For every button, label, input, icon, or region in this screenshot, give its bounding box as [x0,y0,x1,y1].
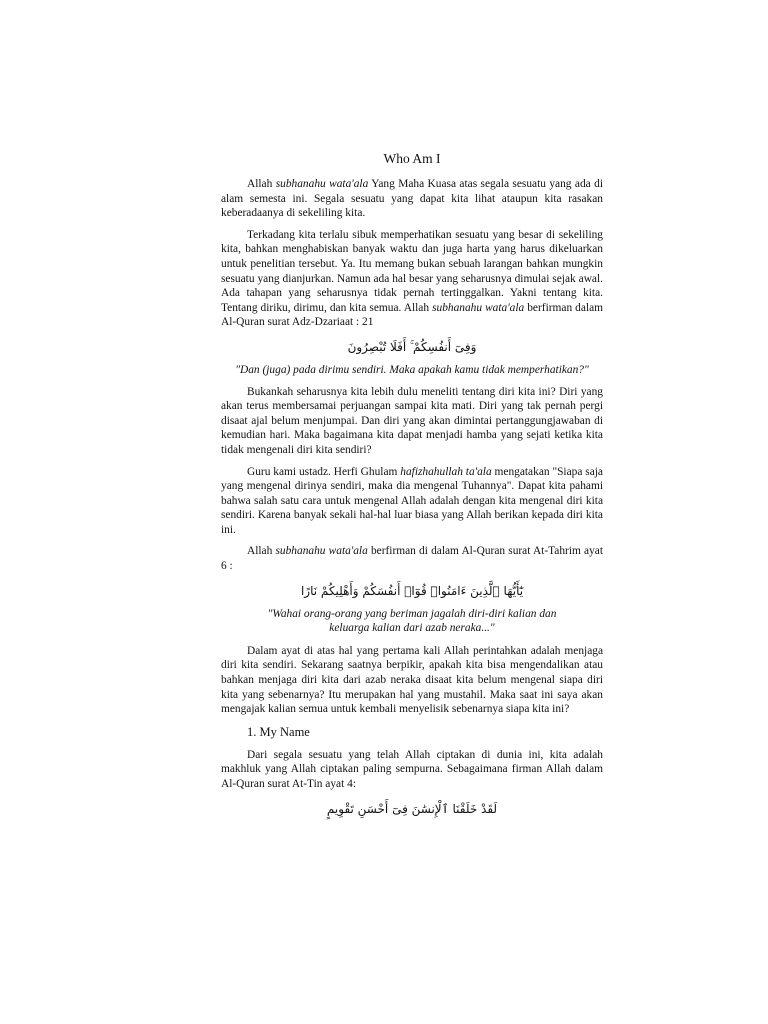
arabic-verse-adz-dzariaat: وَفِىٓ أَنفُسِكُمْ ۚ أَفَلَا تُبْصِرُونَ [347,339,477,354]
paragraph-teacher-quote: Guru kami ustadz. Herfi Ghulam hafizhahullah ta'ala mengatakan "Siapa saja yang mengenal dirinya sendiri, maka dia mengenal Tuhannya". Dapat kita pahami bahwa salah satu cara untuk mengenal Allah adalah dengan kita mengenal diri kita sendiri. Karena banyak sekali hal-hal luar biasa yang Allah berikan kepada diri kita ini. [221,465,603,536]
arabic-verse-at-tahrim: يَٰٓأَيُّهَا ٱلَّذِينَ ءَامَنُوا۟ قُوٓا۟ أَنفُسَكُمْ وَأَهْلِيكُمْ نَارًا [300,583,524,598]
paragraph-intro: Allah subhanahu wata'ala Yang Maha Kuasa atas segala sesuatu yang ada di alam semesta ini. Segala sesuatu yang dapat kita lihat ataupun kita rasakan keberadaanya di sekeliling kita. [221,178,603,220]
section-heading-my-name: 1. My Name [247,724,310,739]
paragraph-perfect-creation: Dari segala sesuatu yang telah Allah ciptakan di dunia ini, kita adalah makhluk yang Allah ciptakan paling sempurna. Sebagaimana firman Allah dalam Al-Quran surat At-Tin ayat 4: [221,748,603,790]
document-title: Who Am I [383,151,441,166]
arabic-verse-at-tin: لَقَدْ خَلَقْنَا ٱلْإِنسَٰنَ فِىٓ أَحْسَنِ تَقْوِيمٍ [326,801,498,816]
translation-adz-dzariaat: "Dan (juga) pada dirimu sendiri. Maka apakah kamu tidak memperhatikan?" [235,363,589,376]
document-page [221,150,603,825]
paragraph-question: Bukankah seharusnya kita lebih dulu meneliti tentang diri kita ini? Diri yang akan terus membersamai perjuangan sampai kita mati. Diri yang tak pernah pergi disaat ajal belum menjumpai. Dan diri yang akan dimintai pertanggungjawaban di kemudian hari. Maka bagaimana kita dapat menjadi hamba yang sejati ketika kita tidak mengenali diri kita sendiri? [221,385,603,456]
paragraph-guarding-self: Dalam ayat di atas hal yang pertama kali Allah perintahkan adalah menjaga diri kita sendiri. Sekarang saatnya berpikir, apakah kita bisa mengendalikan atau bahkan menjaga diri kita dari azab neraka disaat kita belum mengenal siapa diri kita yang sebenarnya? Itu merupakan hal yang mustahil. Maka saat ini saya akan mengajak kalian semua untuk kembali menyelisik sebenarnya siapa kita ini? [221,644,603,716]
paragraph-at-tahrim-intro: Allah subhanahu wata'ala berfirman di dalam Al-Quran surat At-Tahrim ayat 6 : [221,545,603,573]
translation-at-tahrim: "Wahai orang-orang yang beriman jagalah diri-diri kalian dan keluarga kalian dari azab neraka..." [267,607,557,635]
paragraph-reflection: Terkadang kita terlalu sibuk memperhatikan sesuatu yang besar di sekeliling kita, bahkan menghabiskan banyak waktu dan juga harta yang harus dikeluarkan untuk penelitian tersebut. Ya. Itu memang bukan sebuah larangan bahkan mungkin sesuatu yang dianjurkan. Namun ada hal besar yang seharusnya dimulai sejak awal. Ada tahapan yang seharusnya tidak pernah tertinggalkan. Yakni tentang kita. Tentang diriku, dirimu, dan kita semua. Allah subhanahu wata'ala berfirman dalam Al-Quran surat Adz-Dzariaat : 21 [221,228,603,329]
